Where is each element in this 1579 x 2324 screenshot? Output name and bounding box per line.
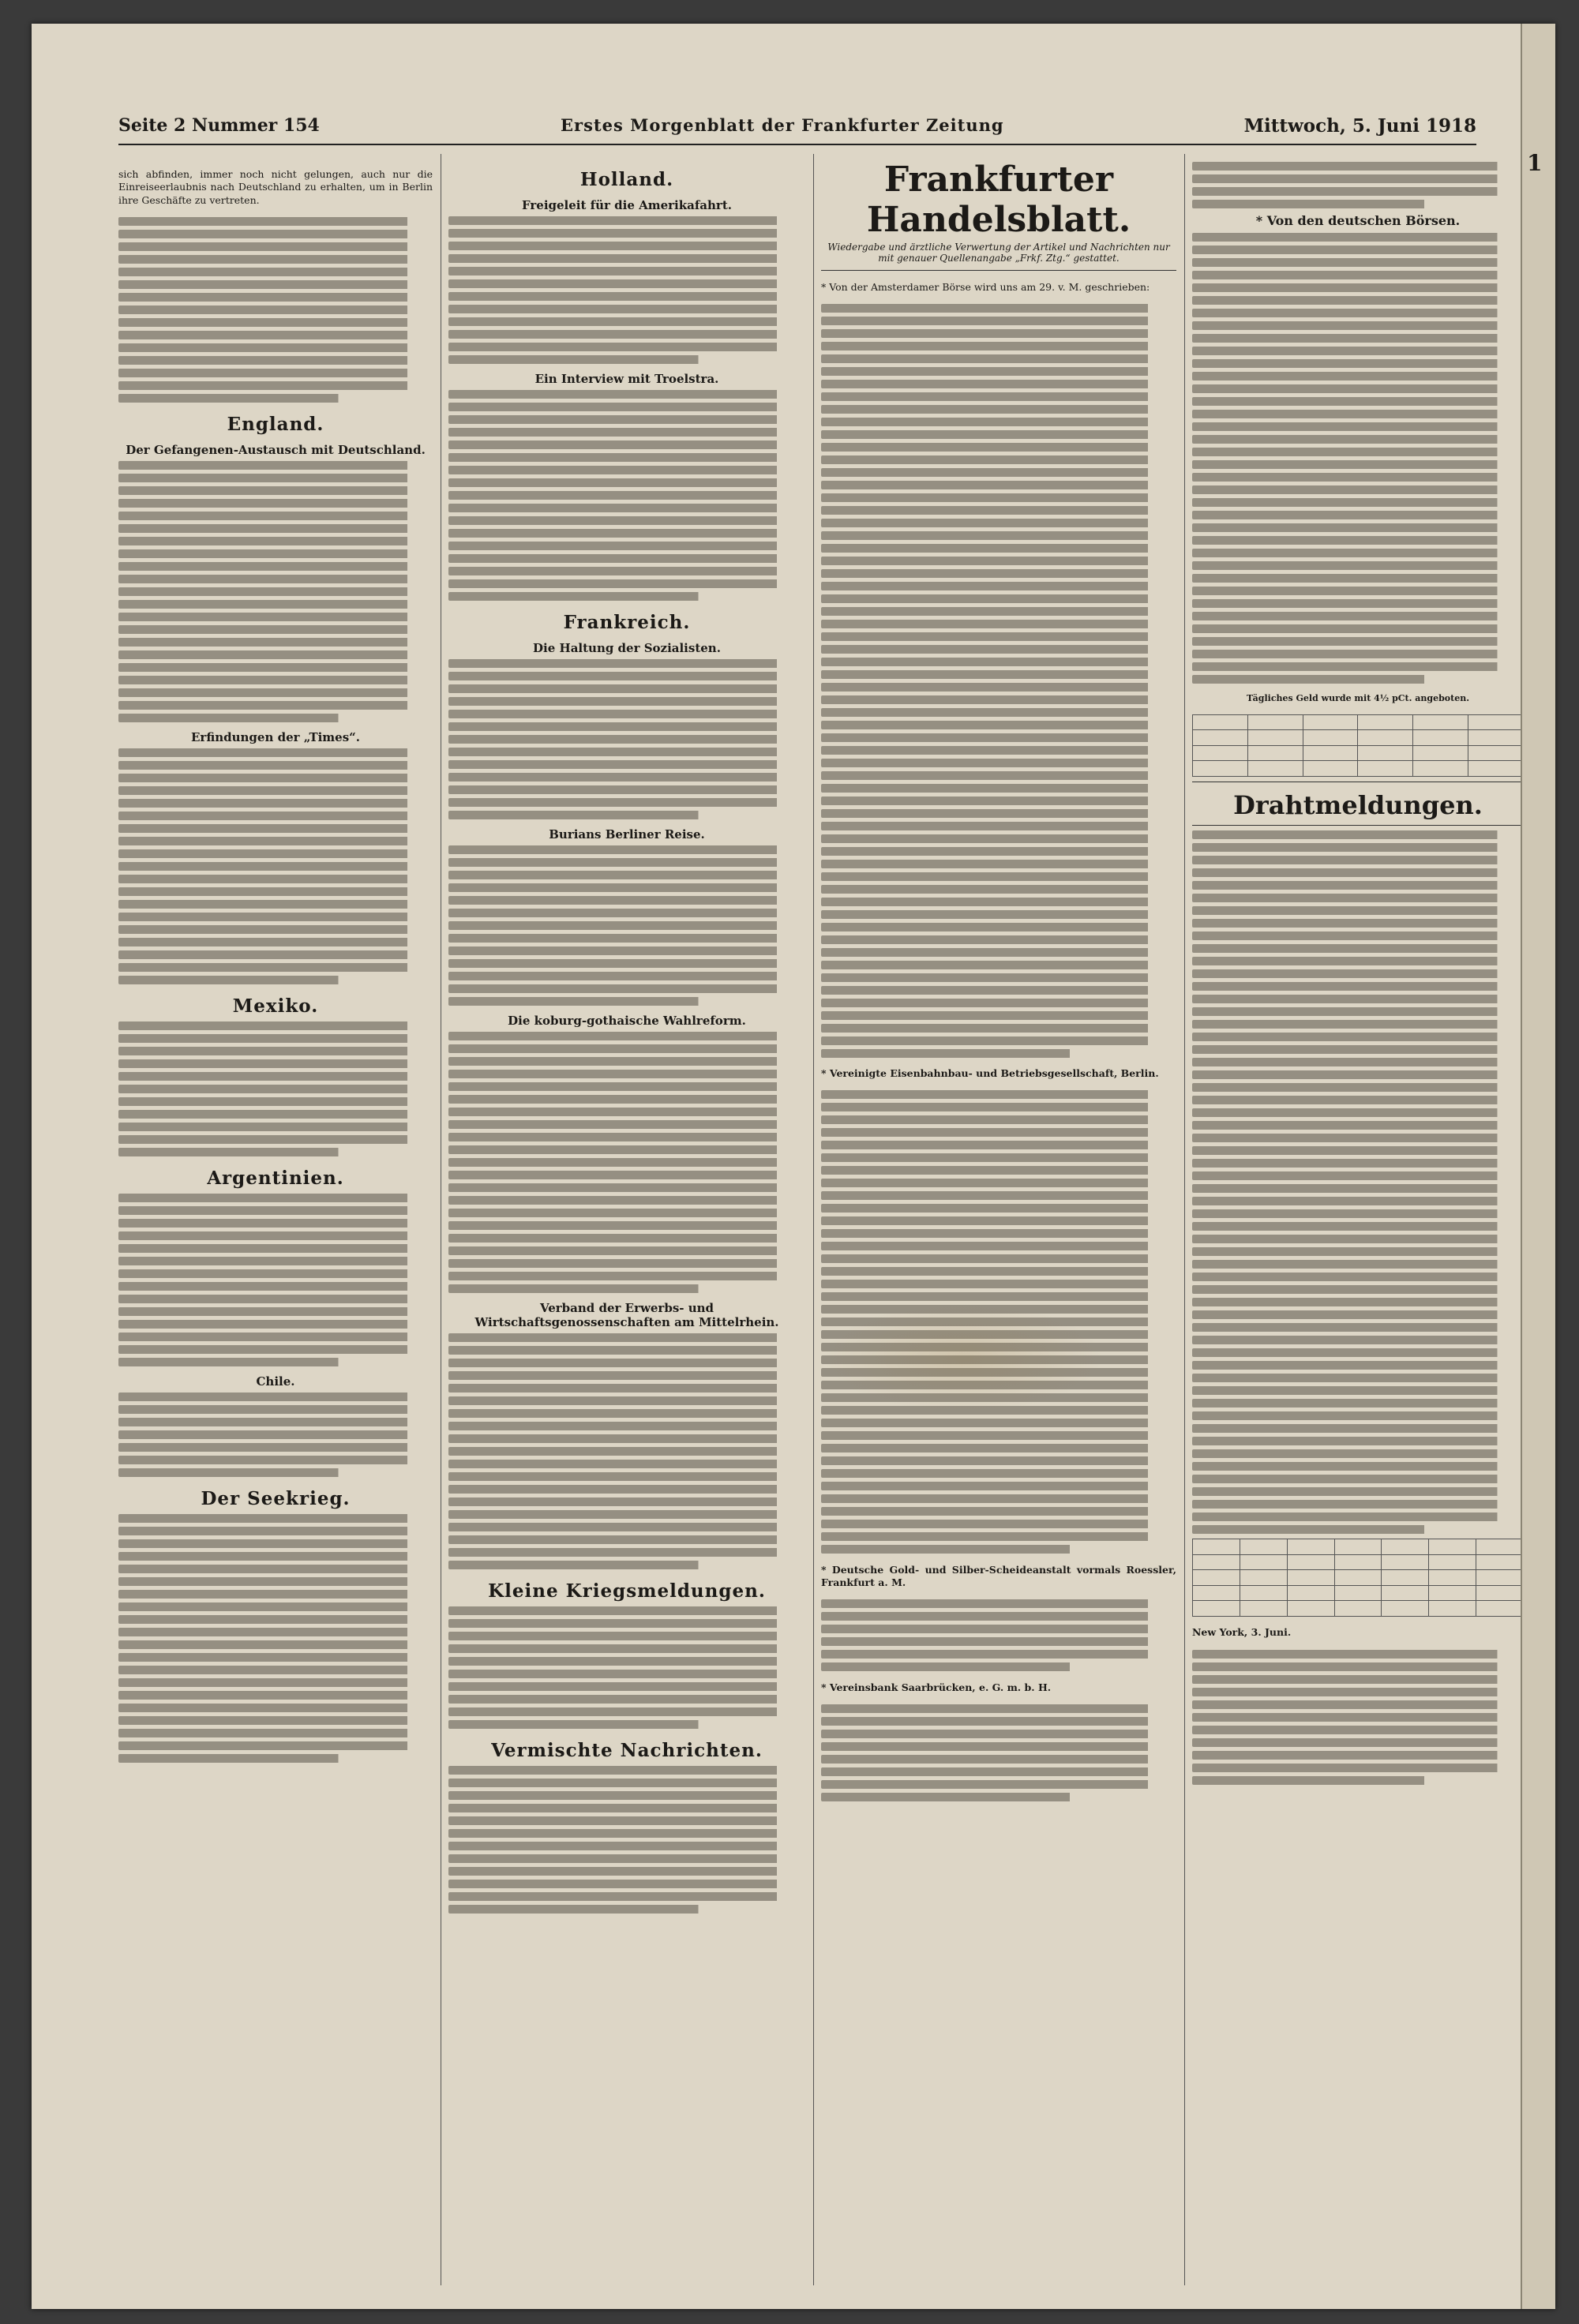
text-block [448, 390, 805, 601]
text-block [821, 1090, 1176, 1554]
header-masthead: Erstes Morgenblatt der Frankfurter Zeitung [561, 115, 1004, 135]
section-heading: * Von den deutschen Börsen. [1255, 213, 1461, 228]
article-lead: * Vereinigte Eisenbahnbau- und Betriebsgesellschaft, Berlin. [821, 1067, 1159, 1080]
column-3 [821, 158, 1176, 2281]
section-title: Frankfurter Handelsblatt. [866, 159, 1131, 240]
text-block [118, 1194, 433, 1366]
text-block [1192, 1650, 1524, 1785]
article-lead: * Vereinsbank Saarbrücken, e. G. m. b. H. [821, 1681, 1052, 1693]
text-block [118, 461, 433, 722]
text-block [118, 748, 433, 984]
article-headline: Ein Interview mit Troelstra. [534, 372, 719, 386]
section-heading: Vermischte Nachrichten. [491, 1740, 763, 1761]
text-block [118, 1021, 433, 1156]
article-headline: Burians Berliner Reise. [549, 827, 705, 842]
section-heading: Kleine Kriegsmeldungen. [488, 1580, 766, 1602]
article-headline: Verband der Erwerbs- und Wirtschaftsgenossenschaften am Mittelrhein. [474, 1301, 779, 1329]
article-lead: New York, 3. Juni. [1192, 1626, 1292, 1639]
text-block [448, 1333, 805, 1569]
table-caption: Tägliches Geld wurde mit 4½ pCt. angeboten. [1246, 693, 1470, 703]
section-heading: Mexiko. [232, 995, 319, 1017]
newspaper-page [32, 24, 1555, 2309]
column-rule [1184, 154, 1185, 2285]
text-block [448, 1606, 805, 1729]
adjacent-page-letter: 1 [1527, 150, 1543, 176]
text-block [118, 217, 433, 403]
header-page-number: Seite 2 Nummer 154 [118, 115, 320, 136]
exchange-table [1192, 714, 1524, 777]
text-block [448, 845, 805, 1006]
section-heading: Argentinien. [207, 1167, 344, 1189]
exchange-table [1192, 1539, 1524, 1617]
text-block [118, 1393, 433, 1477]
section-heading: Holland. [579, 169, 674, 190]
text-block [1192, 830, 1524, 1534]
article-headline: Erfindungen der „Times“. [190, 729, 361, 744]
text-block [1192, 162, 1524, 208]
adjacent-page-edge [1521, 24, 1555, 2309]
text-block [821, 1599, 1176, 1671]
text-block [821, 304, 1176, 1058]
page-header [118, 112, 1476, 145]
section-heading: Frankreich. [563, 612, 691, 633]
section-heading: Drahtmeldungen. [1233, 789, 1483, 820]
article-text: sich abfinden, immer noch nicht gelungen, auch nur die Einreiseerlaubnis nach Deutschland zu erhalten, um in Berlin ihre Geschäfte zu vertreten. [118, 167, 433, 206]
section-subtitle: Wiedergabe und ärztliche Verwertung der Artikel und Nachrichten nur mit genauer Quellenangabe „Frkf. Ztg.“ gestattet. [827, 242, 1170, 264]
section-heading: England. [227, 413, 324, 435]
header-date: Mittwoch, 5. Juni 1918 [1243, 115, 1476, 137]
column-rule [813, 154, 814, 2285]
column-2 [448, 158, 805, 2281]
article-lead: * Deutsche Gold- und Silber-Scheideanstalt vormals Roessler, Frankfurt a. M. [821, 1563, 1176, 1589]
article-headline: Der Gefangenen-Austausch mit Deutschland. [126, 442, 426, 457]
section-heading: Der Seekrieg. [201, 1487, 351, 1509]
text-block [448, 216, 805, 364]
article-headline: Freigeleit für die Amerikafahrt. [522, 198, 732, 212]
text-block [118, 1514, 433, 1763]
text-block [1192, 233, 1524, 684]
article-headline: Die koburg-gothaische Wahlreform. [508, 1014, 746, 1028]
column-4 [1192, 158, 1524, 2281]
article-lead: * Von der Amsterdamer Börse wird uns am 29. v. M. geschrieben: [821, 280, 1150, 293]
text-block [448, 659, 805, 819]
text-block [448, 1766, 805, 1914]
text-block [821, 1704, 1176, 1801]
article-headline: Chile. [256, 1374, 295, 1389]
text-block [448, 1032, 805, 1293]
article-headline: Die Haltung der Sozialisten. [533, 641, 721, 655]
column-1 [118, 158, 433, 2281]
